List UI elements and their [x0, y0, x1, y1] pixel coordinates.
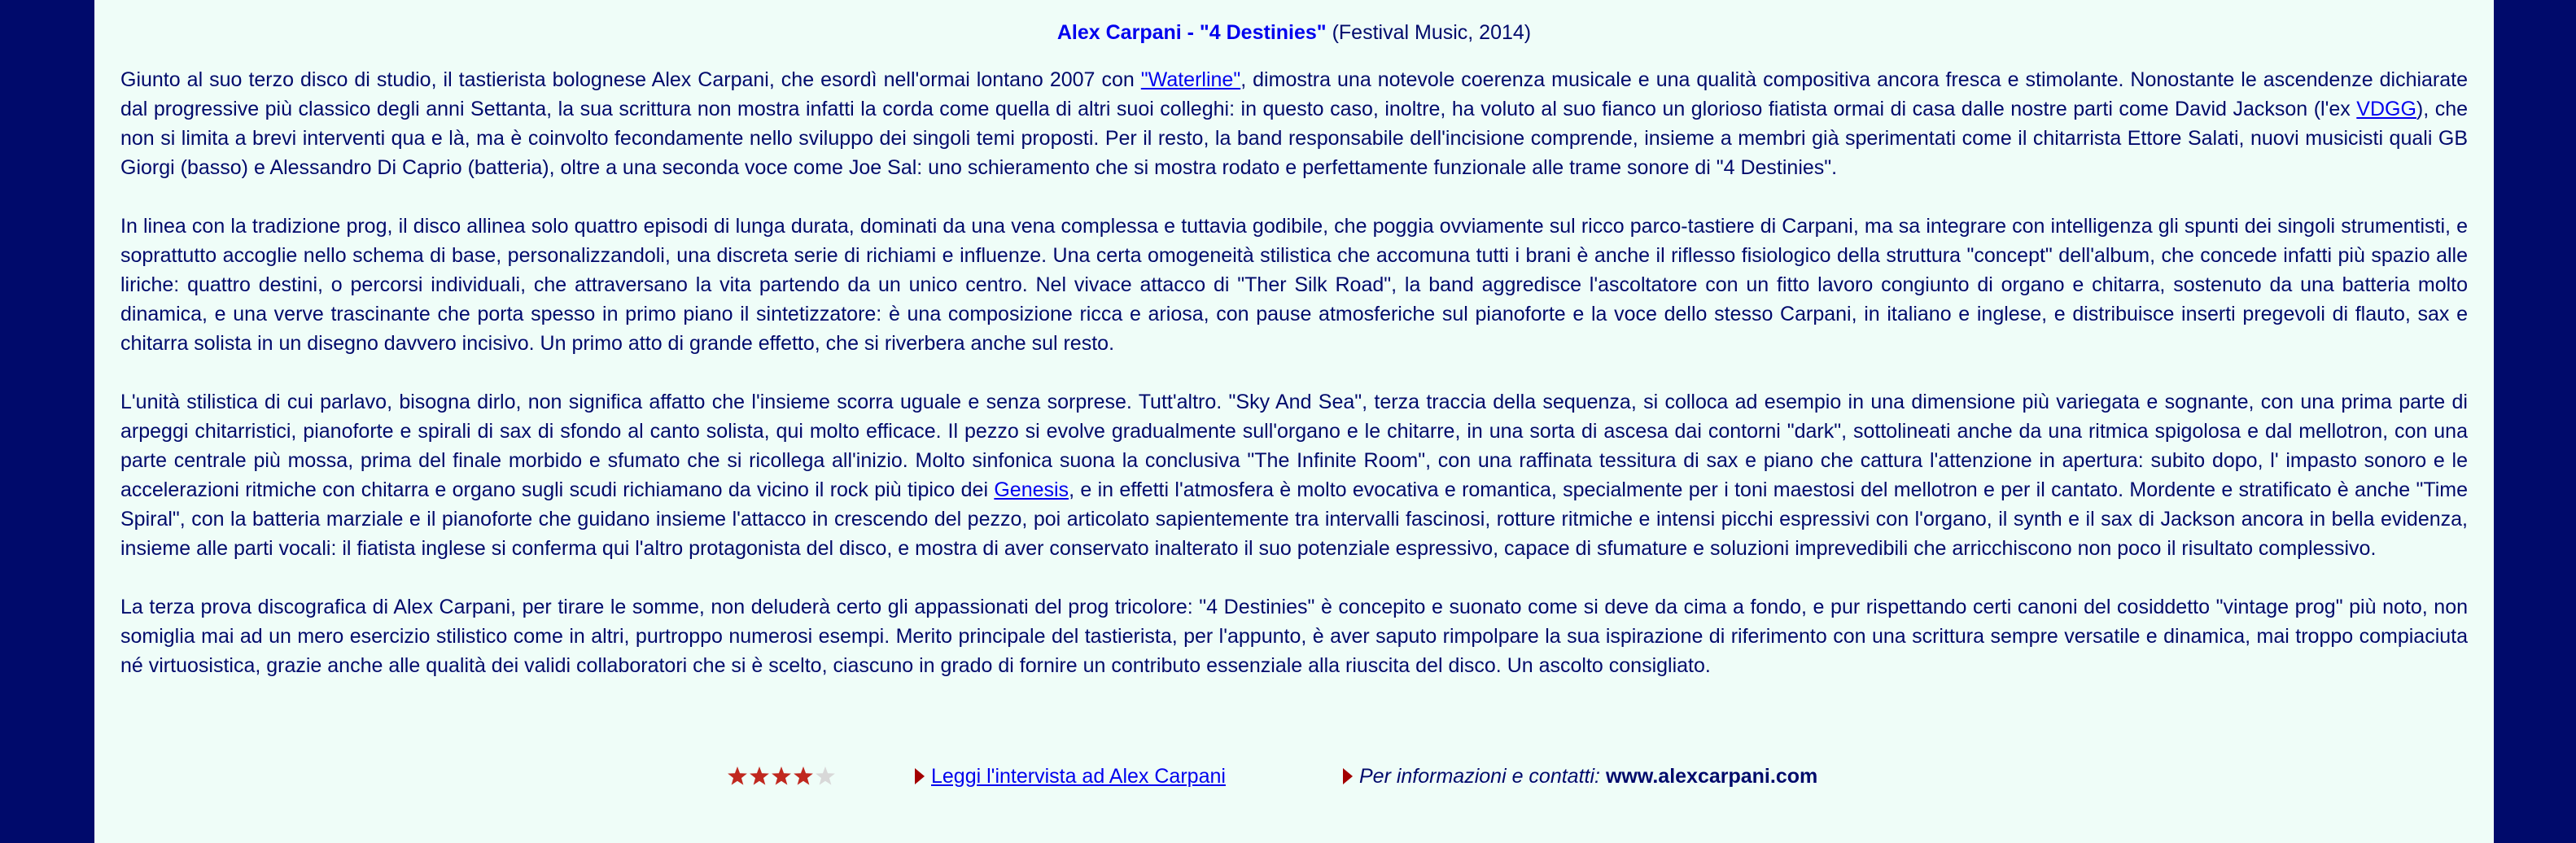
paragraph-3-text-a: L'unità stilistica di cui parlavo, bisogna dirlo, non significa affatto che l'insieme scorra uguale e senza sorprese. Tutt'altro. "Sky And Sea", terza traccia della sequenza, si colloca ad esempio in una dimensione più variegata e sognante, con una prima parte di arpeggi chitarristici, pianoforte e spirali di sax di sfondo al canto solista, qui molto efficace. Il pezzo si evolve gradualmente sull'organo e le chitarre, in una sorta di ascesa dai contorni "dark", sottolineati anche da una ritmica spigolosa e dal mellotron, con una parte centrale più mossa, prima del finale morbido e sfumato che si ricollega all'inizio. Molto sinfonica suona la conclusiva "The Infinite Room", con una raffinata tessitura di sax e piano che cattura l'attenzione in apertura: subito dopo, l' impasto sonoro e le accelerazioni ritmiche con chitarra e organo sugli scudi richiamano da vicino il rock più tipico dei	[120, 391, 2468, 501]
contact-info	[1343, 760, 1817, 793]
paragraph-1-text-b: , dimostra una notevole coerenza musicale e una qualità compositiva ancora fresca e stimolante. Nonostante le ascendenze dichiarate dal progressive più classico degli anni Settanta, la sua scrittura non mostra infatti la corda come quella di altri suoi colleghi: in questo caso, inoltre, ha voluto al suo fianco un glorioso fiatista ormai di casa dalle nostre parti come David Jackson (l'ex	[120, 68, 2469, 120]
arrow-bullet-icon	[1343, 768, 1353, 784]
album-title: Alex Carpani - "4 Destinies"	[1056, 21, 1327, 44]
paragraph-2: In linea con la tradizione prog, il disco allinea solo quattro episodi di lunga durata, dominati da una vena complessa e tuttavia godibile, che poggia ovviamente sul ricco parco-tastiere di Carpani, ma sa integrare con intelligenza gli spunti dei singoli strumentisti, e soprattutto accoglie nello schema di base, personalizzandoli, una discreta serie di richiami e influenze. Una certa omogeneità stilistica che accomuna tutti i brani è anche il riflesso fisiologico della struttura "concept" dell'album, che concede infatti più spazio alle liriche: quattro destini, o percorsi individuali, che attraversano la vita partendo da un unico centro. Nel vivace attacco di "Ther Silk Road", la band aggredisce l'ascoltatore con un fitto lavoro congiunto di organo e chitarra, sostenuto da una batteria molto dinamica, e una verve trascinante che porta spesso in primo piano il sintetizzatore: è una composizione ricca e ariosa, con pause atmosferiche sul pianoforte e la voce dello stesso Carpani, in italiano e inglese, e distribuisce inserti pregevoli di flauto, sax e chitarra solista in un disegno davvero incisivo. Un primo atto di grande effetto, che si riverbera anche sul resto.	[120, 215, 2468, 355]
star-empty-icon	[816, 767, 835, 785]
genesis-link[interactable]: Genesis	[994, 478, 1069, 501]
star-rating-icon	[726, 765, 840, 788]
interview-item	[915, 760, 1226, 793]
arrow-bullet-icon	[915, 768, 925, 784]
review-title	[120, 18, 2468, 47]
paragraph-3-text-b: , e in effetti l'atmosfera è molto evocativa e romantica, specialmente per i toni maestosi del mellotron e per il cantato. Mordente e stratificato è anche "Time Spiral", con la batteria marziale e il pianoforte che guidano insieme l'attacco in crescendo del pezzo, poi articolato sapientemente tra intervalli fascinosi, rotture ritmiche e intensi picchi espressivi con l'organo, il synth e il sax di Jackson ancora in bella evidenza, insieme alle parti vocali: il fiatista inglese si conferma qui l'altro protagonista del disco, e mostra di aver conservato inalterato il suo potenziale espressivo, capace di sfumature e soluzioni imprevedibili che arricchiscono non poco il risultato complessivo.	[120, 478, 2468, 560]
star-filled-icon	[750, 767, 769, 785]
review-footer	[94, 760, 2442, 793]
paragraph-1-text-a: Giunto al suo terzo disco di studio, il tastierista bolognese Alex Carpani, che esordì nell'ormai lontano 2007 con	[120, 68, 1141, 91]
star-filled-icon	[728, 767, 747, 785]
page-panel	[94, 0, 2494, 843]
paragraph-4: La terza prova discografica di Alex Carpani, per tirare le somme, non deluderà certo gli appassionati del prog tricolore: "4 Destinies" è concepito e suonato come si deve da cima a fondo, e pur rispettando certi canoni del cosiddetto "vintage prog" più noto, non somiglia mai ad un mero esercizio stilistico come in altri, purtroppo numerosi esempi. Merito principale del tastierista, per l'appunto, è aver saputo rimpolpare la sua ispirazione di riferimento con una scrittura sempre versatile e dinamica, mai troppo compiaciuta né virtuosistica, grazie anche alle qualità dei validi collaboratori che si è scelto, ciascuno in grado di fornire un contributo essenziale alla riuscita del disco. Un ascolto consigliato.	[120, 596, 2468, 677]
interview-link[interactable]: Leggi l'intervista ad Alex Carpani	[931, 765, 1226, 788]
paragraph-1-text-c: ), che non si limita a brevi interventi qua e là, ma è coinvolto fecondamente nello sviluppo dei singoli temi proposti. Per il resto, la band responsabile dell'incisione comprende, insieme a membri già sperimentati come il chitarrista Ettore Salati, nuovi musicisti quali GB Giorgi (basso) e Alessandro Di Caprio (batteria), oltre a una seconda voce come Joe Sal: uno schieramento che si mostra rodato e perfettamente funzionale alle trame sonore di "4 Destinies".	[120, 98, 2468, 179]
star-filled-icon	[772, 767, 791, 785]
album-meta: (Festival Music, 2014)	[1326, 21, 1532, 44]
waterline-link[interactable]: "Waterline"	[1140, 68, 1241, 91]
review-content	[120, 0, 2468, 680]
star-filled-icon	[794, 767, 813, 785]
paragraph-1	[120, 65, 2468, 182]
contact-website: www.alexcarpani.com	[1605, 765, 1818, 788]
vdgg-link[interactable]: VDGG	[2356, 98, 2416, 120]
paragraph-3	[120, 387, 2468, 563]
contact-label: Per informazioni e contatti:	[1359, 765, 1600, 788]
rating-stars	[726, 760, 840, 793]
